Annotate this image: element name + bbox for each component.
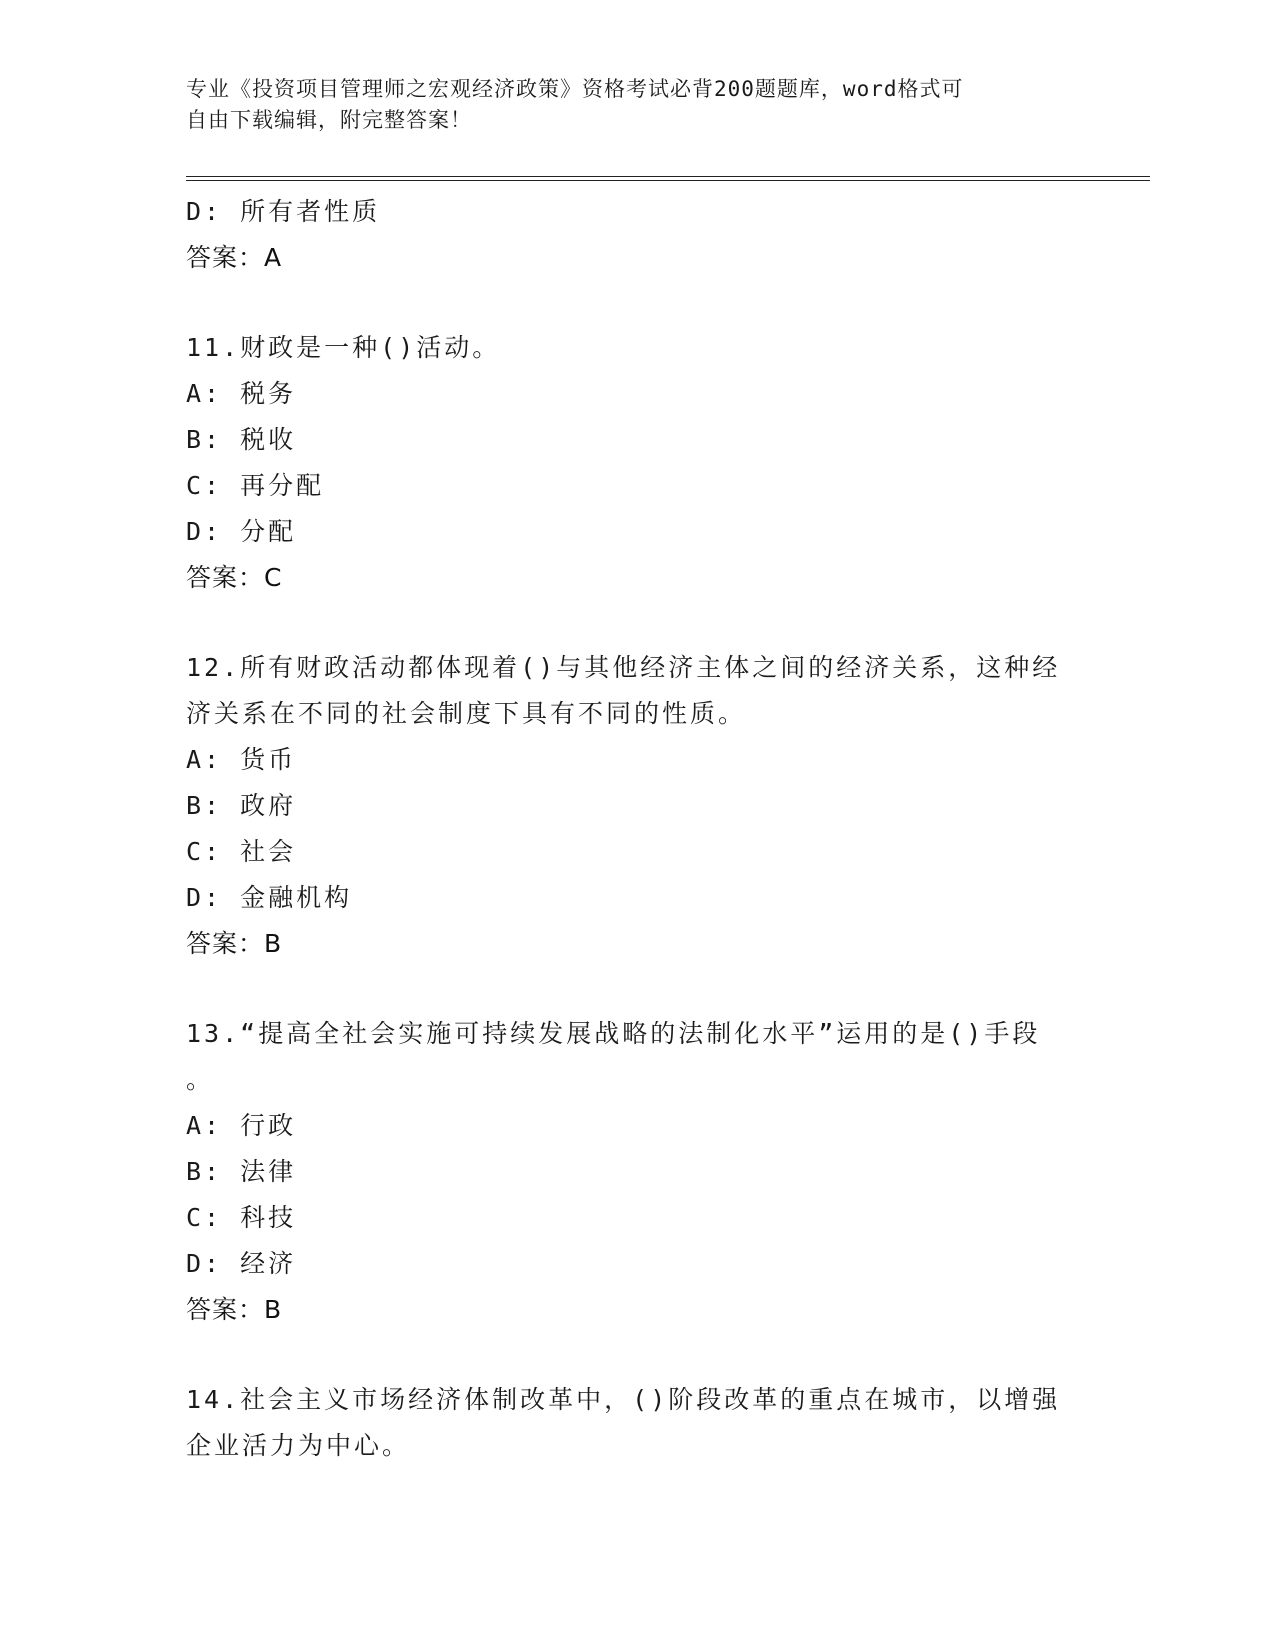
question-12 (186, 645, 1086, 967)
q14-stem-line-1: 14.社会主义市场经济体制改革中，()阶段改革的重点在城市，以增强 (186, 1385, 1061, 1414)
q12-answer: 答案：B (186, 929, 283, 958)
q12-stem-line-2: 济关系在不同的社会制度下具有不同的性质。 (186, 699, 747, 728)
q13-answer: 答案：B (186, 1295, 283, 1324)
q13-stem-line-1: 13.“提高全社会实施可持续发展战略的法制化水平”运用的是()手段 (186, 1019, 1041, 1048)
q11-option-c: C: 再分配 (186, 471, 325, 500)
q12-option-a: A: 货币 (186, 745, 297, 774)
q13-option-d: D: 经济 (186, 1249, 297, 1278)
spacer (186, 967, 1086, 1011)
spacer (186, 1333, 1086, 1377)
q11-option-a: A: 税务 (186, 379, 297, 408)
q13-option-c: C: 科技 (186, 1203, 297, 1232)
question-13 (186, 1011, 1086, 1333)
q12-option-d: D: 金融机构 (186, 883, 353, 912)
q10-option-d: D: 所有者性质 (186, 197, 381, 226)
page-header (186, 74, 1066, 136)
q12-option-b: B: 政府 (186, 791, 297, 820)
q11-option-b: B: 税收 (186, 425, 297, 454)
q11-answer: 答案：C (186, 563, 283, 592)
q13-stem-line-2: 。 (186, 1065, 215, 1094)
question-11 (186, 325, 1086, 601)
header-title-line-1: 专业《投资项目管理师之宏观经济政策》资格考试必背200题题库，word格式可 (186, 77, 964, 101)
q11-option-d: D: 分配 (186, 517, 297, 546)
spacer (186, 601, 1086, 645)
q11-stem: 11.财政是一种()活动。 (186, 333, 501, 362)
header-title-line-2: 自由下载编辑，附完整答案！ (186, 108, 472, 132)
question-14 (186, 1377, 1086, 1469)
q12-option-c: C: 社会 (186, 837, 297, 866)
q13-option-a: A: 行政 (186, 1111, 297, 1140)
question-list (186, 189, 1086, 1469)
q13-option-b: B: 法律 (186, 1157, 297, 1186)
q14-stem-line-2: 企业活力为中心。 (186, 1431, 411, 1460)
q12-stem-line-1: 12.所有财政活动都体现着()与其他经济主体之间的经济关系，这种经 (186, 653, 1061, 682)
spacer (186, 281, 1086, 325)
header-divider (186, 176, 1150, 181)
q10-answer: 答案：A (186, 243, 283, 272)
